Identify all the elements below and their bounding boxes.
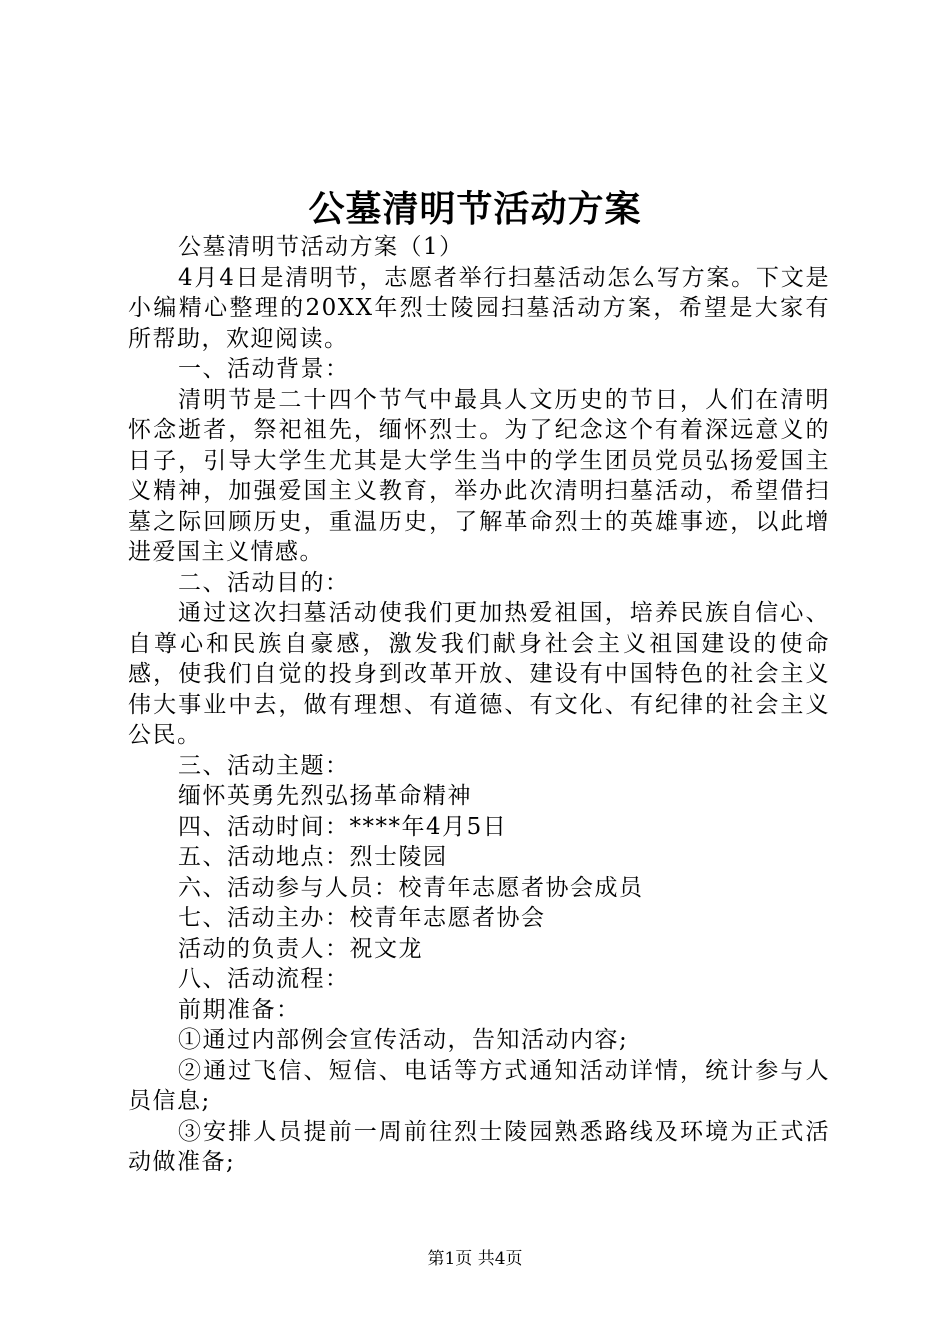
list-item-step-3: ③安排人员提前一周前往烈士陵园熟悉路线及环境为正式活动做准备; — [128, 1118, 830, 1175]
paragraph-person-in-charge: 活动的负责人：祝文龙 — [178, 935, 423, 962]
section-heading-theme: 三、活动主题： — [178, 752, 350, 779]
list-item-step-2: ②通过飞信、短信、电话等方式通知活动详情，统计参与人员信息; — [128, 1057, 830, 1114]
list-item-step-1: ①通过内部例会宣传活动，告知活动内容; — [178, 1027, 629, 1053]
section-heading-purpose: 二、活动目的： — [178, 569, 350, 596]
paragraph-background: 清明节是二十四个节气中最具人文历史的节日，人们在清明怀念逝者，祭祀祖先，缅怀烈士。为了纪念这个有着深远意义的日子，引导大学生尤其是大学生当中的学生团员党员弘扬爱国主义精神，加强爱国主义教育，举办此次清明扫墓活动，希望借扫墓之际回顾历史，重温历史，了解革命烈士的英雄事迹，以此增进爱国主义情感。 — [128, 386, 830, 565]
paragraph-preparation: 前期准备： — [178, 996, 301, 1023]
document-title: 公墓清明节活动方案 — [308, 188, 642, 230]
paragraph-time: 四、活动时间：****年4月5日 — [178, 813, 508, 840]
paragraph-intro: 4月4日是清明节，志愿者举行扫墓活动怎么写方案。下文是小编精心整理的20XX年烈士陵园扫墓活动方案，希望是大家有所帮助，欢迎阅读。 — [128, 264, 830, 352]
document-body — [128, 232, 830, 1178]
paragraph-heading: 公墓清明节活动方案（1） — [178, 234, 464, 260]
paragraph-organizer: 七、活动主办：校青年志愿者协会 — [178, 905, 546, 931]
section-heading-process: 八、活动流程： — [178, 966, 350, 992]
paragraph-purpose: 通过这次扫墓活动使我们更加热爱祖国，培养民族自信心、自尊心和民族自豪感，激发我们献身社会主义祖国建设的使命感，使我们自觉的投身到改革开放、建设有中国特色的社会主义伟大事业中去，做有理想、有道德、有文化、有纪律的社会主义公民。 — [128, 600, 830, 748]
section-heading-background: 一、活动背景： — [178, 356, 350, 382]
page-number-footer: 第1页 共4页 — [427, 1249, 523, 1269]
paragraph-participants: 六、活动参与人员：校青年志愿者协会成员 — [178, 874, 644, 901]
paragraph-theme: 缅怀英勇先烈弘扬革命精神 — [178, 783, 472, 809]
paragraph-location: 五、活动地点：烈士陵园 — [178, 844, 448, 870]
